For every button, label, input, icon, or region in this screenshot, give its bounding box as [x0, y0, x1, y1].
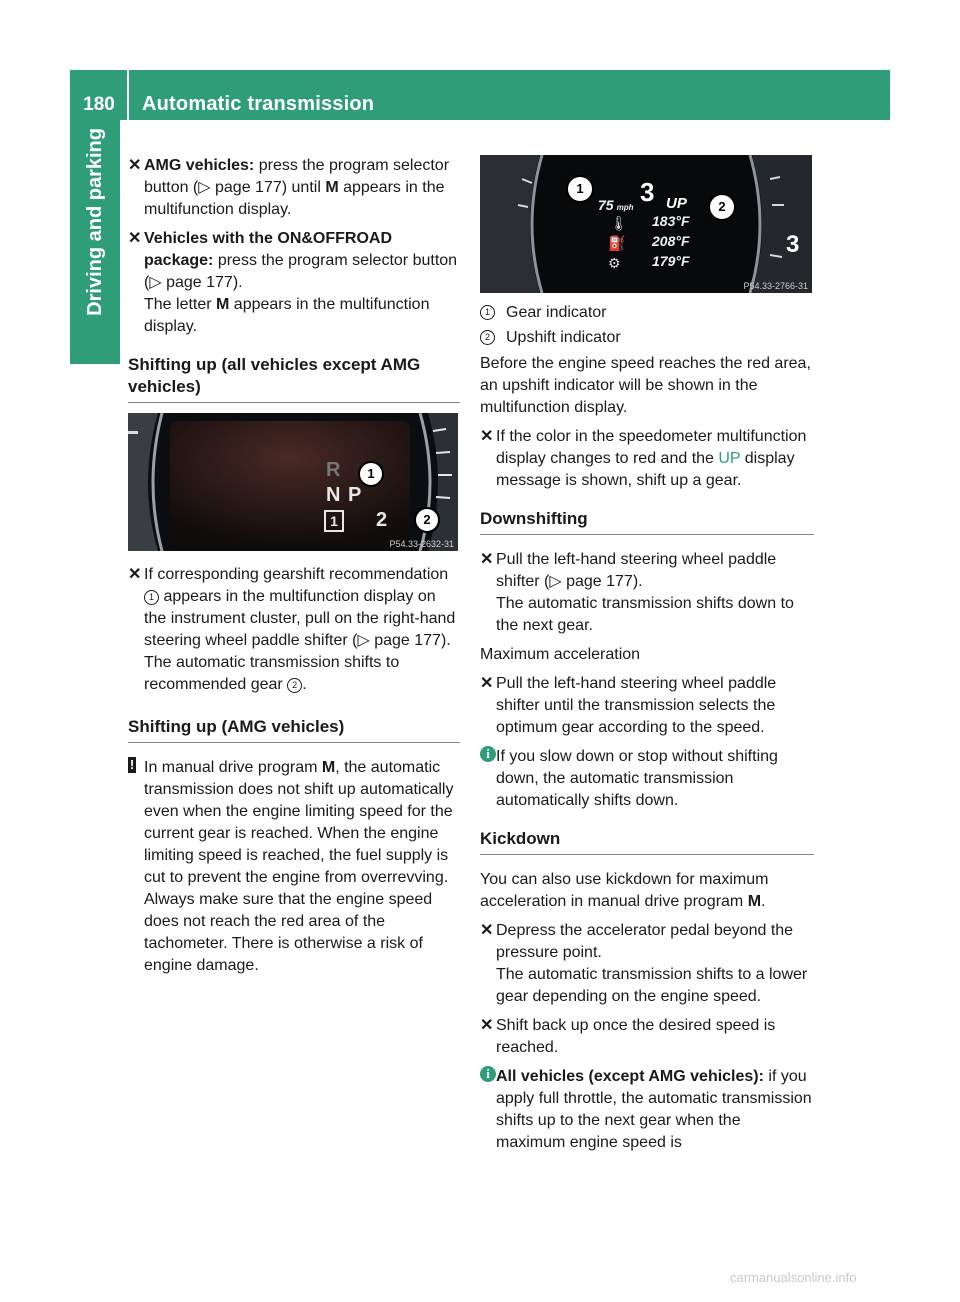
coolant-icon: 🌡 [610, 215, 628, 231]
step-text: If corresponding gearshift recommendation [144, 566, 449, 583]
step-arrow-icon: ✕ [128, 157, 142, 174]
watermark: carmanualsonline.info [730, 1270, 857, 1285]
right-gauge-3: 3 [786, 231, 800, 258]
legend-text: Upshift indicator [506, 329, 621, 346]
step-onoffroad [128, 228, 460, 338]
paragraph: You can also use kickdown for maximum acceleration in manual drive program M. [480, 871, 769, 910]
info-icon: i [480, 1066, 496, 1082]
speed-readout: 75 mph [598, 197, 634, 213]
header-divider [127, 70, 129, 120]
gear-box-1: 1 [324, 510, 344, 532]
warning-text: In manual drive program [144, 759, 322, 776]
mode-m: M [325, 179, 339, 196]
step-text: press the program selector button (▷ page 177). [144, 252, 458, 291]
side-tab-label: Driving and parking [84, 128, 106, 316]
figure-code: P54.33-2632-31 [389, 539, 454, 549]
step-text: The automatic transmission shifts to recommended gear [144, 654, 400, 693]
step-arrow-icon: ✕ [480, 675, 494, 692]
step-text-end: appears in the multifunction display. [144, 179, 445, 218]
step-text: Shift back up once the desired speed is reached. [496, 1017, 776, 1056]
step-arrow-icon: ✕ [480, 428, 494, 445]
recommended-gear-2: 2 [376, 509, 388, 531]
step-text: Depress the accelerator pedal beyond the pressure point. [496, 922, 794, 961]
step-label: AMG vehicles: [144, 157, 255, 174]
step-text: The automatic transmission shifts to a lower gear depending on the engine speed. [496, 966, 808, 1005]
step-pull-paddle [128, 564, 460, 696]
step-text: Pull the left-hand steering wheel paddle shifter until the transmission selects the optimum gear according to the speed. [496, 675, 777, 736]
left-column-lower [128, 564, 460, 985]
info-text: if you apply full throttle, the automatic transmission shifts up to the next gear when the maximum engine speed is [496, 1068, 812, 1151]
callout-1: 1 [358, 461, 384, 487]
warning-text: , the automatic transmission does not shift up automatically even when the engine limiting speed for the current gear is reached. When the engine limiting speed is reached, the fuel supply is cut to prevent the engine from overrevving. Always make sure that the engine speed does not reach the red area of the tachometer. There is otherwise a risk of engine damage. [144, 759, 454, 974]
heading-shift-up: Shifting up (all vehicles except AMG vehicles) [128, 354, 460, 403]
temp-3: 179°F [652, 253, 690, 269]
upshift-display-illustration [480, 155, 812, 293]
heading-downshifting: Downshifting [480, 508, 814, 535]
chapter-title: Automatic transmission [142, 93, 375, 115]
step-text: press the program selector button (▷ page 177) until [144, 157, 450, 196]
step-text: The letter [144, 296, 217, 313]
step-kickdown [480, 920, 814, 1008]
info-text: If you slow down or stop without shifting down, the automatic transmission automatically shifts down. [496, 748, 778, 809]
info-label: All vehicles (except AMG vehicles): [496, 1068, 764, 1085]
heading-amg-shift-up: Shifting up (AMG vehicles) [128, 716, 460, 743]
left-column [128, 155, 460, 417]
step-arrow-icon: ✕ [128, 230, 142, 247]
legend-item-1 [480, 302, 814, 324]
right-column [480, 302, 814, 1162]
callout-2: 2 [708, 193, 736, 221]
oil-icon: ⛽ [608, 235, 626, 251]
step-shift-up [480, 426, 814, 492]
step-text: . [302, 676, 307, 693]
paragraph: Before the engine speed reaches the red area, an upshift indicator will be shown in the multifunction display. [480, 355, 811, 416]
step-text: If the color in the speedometer multifunction display changes to red and the [496, 428, 807, 467]
gear-n: N [326, 484, 341, 506]
temp-2: 208°F [652, 233, 690, 249]
step-arrow-icon: ✕ [480, 922, 494, 939]
step-text: Pull the left-hand steering wheel paddle shifter (▷ page 177). [496, 551, 777, 590]
callout-ref-2: 2 [287, 678, 302, 693]
warning-note [128, 757, 460, 977]
step-shift-back [480, 1015, 814, 1059]
step-arrow-icon: ✕ [480, 1017, 494, 1034]
figure-code: P54.33-2766-31 [743, 281, 808, 291]
mode-m: M [216, 296, 230, 313]
heading-kickdown: Kickdown [480, 828, 814, 855]
temp-1: 183°F [652, 213, 690, 229]
info-icon: i [480, 746, 496, 762]
step-text: appears in the multifunction display on the instrument cluster, pull on the right-hand steering wheel paddle shifter (▷ page 177). [144, 588, 456, 649]
callout-ref-1: 1 [480, 305, 495, 320]
step-text: The automatic transmission shifts down to the next gear. [496, 595, 794, 634]
current-gear: 3 [640, 177, 655, 207]
gear-r: R [326, 459, 341, 481]
warning-icon: ! [129, 757, 135, 772]
gear-p: P [348, 484, 362, 506]
mode-m: M [321, 759, 336, 776]
gear-display-illustration [128, 413, 458, 551]
step-text: display message is shown, shift up a gear. [496, 450, 795, 489]
info-note-2 [480, 1066, 814, 1154]
callout-2: 2 [414, 507, 440, 533]
step-arrow-icon: ✕ [128, 566, 142, 583]
figure-upshift-display [480, 155, 812, 293]
transmission-icon: ⚙ [608, 255, 621, 271]
subheading-max-accel: Maximum acceleration [480, 646, 641, 663]
step-text: appears in the multifunction display. [144, 296, 430, 335]
figure-gear-display [128, 413, 458, 551]
upshift-indicator: UP [666, 195, 687, 212]
info-note [480, 746, 814, 812]
legend-item-2 [480, 327, 814, 349]
legend-text: Gear indicator [506, 304, 607, 321]
up-message: UP [718, 450, 741, 467]
step-label: Vehicles with the ON&OFFROAD package: [144, 230, 393, 269]
page-number: 180 [83, 94, 115, 115]
step-downshift [480, 549, 814, 637]
step-max-accel [480, 673, 814, 739]
callout-1: 1 [566, 175, 594, 203]
step-amg [128, 155, 460, 221]
callout-ref-1: 1 [144, 590, 159, 605]
callout-ref-2: 2 [480, 330, 495, 345]
step-arrow-icon: ✕ [480, 551, 494, 568]
